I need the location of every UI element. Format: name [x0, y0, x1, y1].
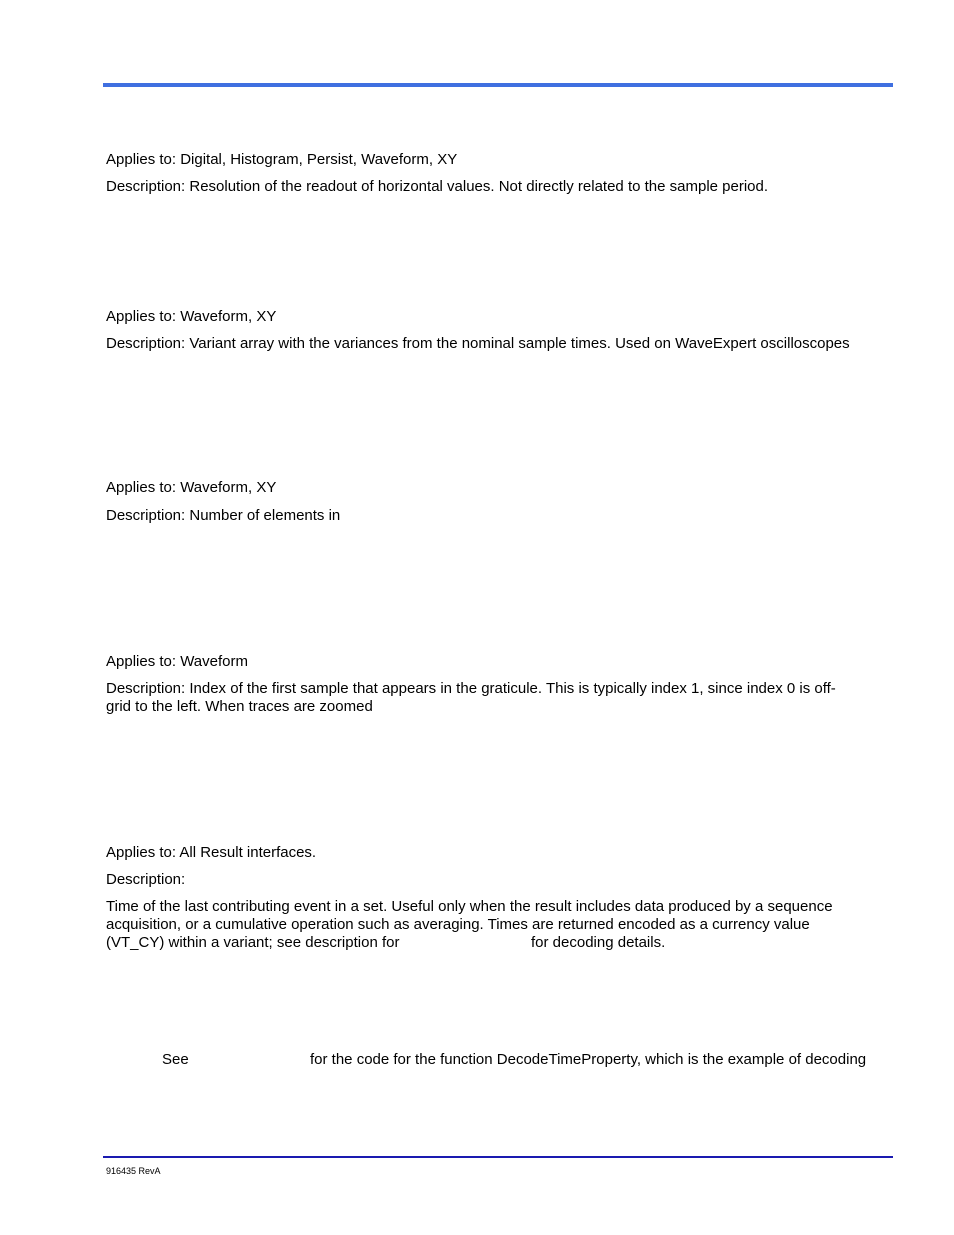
body-text: Time of the last contributing event in a set. Useful only when the result includes data produced by a sequence — [106, 898, 833, 915]
body-text: for decoding details. — [531, 934, 666, 951]
applies-to-text: Applies to: Digital, Histogram, Persist, Waveform, XY — [106, 151, 458, 168]
header-rule — [103, 83, 893, 87]
description-text: Description: Number of elements in — [106, 507, 341, 524]
applies-to-text: Applies to: Waveform — [106, 653, 248, 670]
description-text: Description: Variant array with the variances from the nominal sample times. Used on WaveExpert oscilloscopes — [106, 335, 850, 352]
description-text: Description: Resolution of the readout of horizontal values. Not directly related to the sample period. — [106, 178, 769, 195]
footer-rule — [103, 1156, 893, 1158]
see-note-text: for the code for the function DecodeTimeProperty, which is the example of decoding — [310, 1051, 867, 1068]
description-text: Description: Index of the first sample that appears in the graticule. This is typically index 1, since index 0 is off- — [106, 680, 836, 697]
see-prefix: See — [162, 1051, 189, 1068]
applies-to-text: Applies to: Waveform, XY — [106, 308, 277, 325]
applies-to-text: Applies to: Waveform, XY — [106, 479, 277, 496]
body-text: (VT_CY) within a variant; see description for — [106, 934, 400, 951]
description-text: Description: — [106, 871, 186, 888]
applies-to-text: Applies to: All Result interfaces. — [106, 844, 317, 861]
description-text: grid to the left. When traces are zoomed — [106, 698, 373, 715]
footer-doc-id: 916435 RevA — [106, 1166, 161, 1176]
body-text: acquisition, or a cumulative operation such as averaging. Times are returned encoded as a currency value — [106, 916, 810, 933]
